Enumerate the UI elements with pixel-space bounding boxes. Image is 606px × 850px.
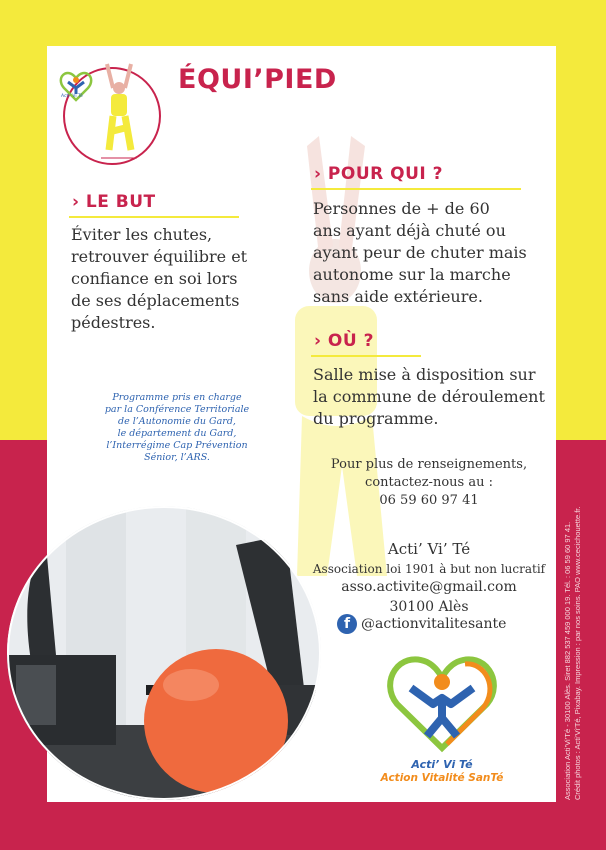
text-line: du programme. xyxy=(313,409,439,428)
text-line: sans aide extérieure. xyxy=(313,287,483,306)
phone-number[interactable]: 06 59 60 97 41 xyxy=(379,493,479,508)
text-line: confiance en soi lors xyxy=(71,269,238,288)
logo-line-1: Acti’ Vi Té xyxy=(411,758,473,771)
text-line: retrouver équilibre et xyxy=(71,247,248,266)
ou-heading: › OÙ ? xyxy=(314,331,374,351)
text-line: Personnes de + de 60 xyxy=(313,199,490,218)
info-block xyxy=(309,456,549,510)
text-line: Salle mise à disposition sur xyxy=(313,365,536,384)
pour-qui-text xyxy=(313,198,543,308)
info-line: contactez-nous au : xyxy=(365,475,493,490)
info-line: Pour plus de renseignements, xyxy=(330,457,528,472)
text-line: pédestres. xyxy=(71,313,156,332)
le-but-underline xyxy=(69,216,239,218)
logo-line-2: Action Vitalité SanTé xyxy=(380,772,504,784)
association-name: Acti’ Vi’ Té xyxy=(387,540,471,558)
facebook-handle: @actionvitalitesante xyxy=(361,616,507,632)
text-line: par la Conférence Territoriale xyxy=(104,404,250,415)
text-line: autonome sur la marche xyxy=(313,265,511,284)
city: 30100 Alès xyxy=(389,599,469,615)
association-type: Association loi 1901 à but non lucratif xyxy=(312,562,546,576)
credits-line: Association Acti’Vi’Té - 30100 Alès. Siret 882 537 459 000 19. Tél. : 06 59 60 97 41. xyxy=(563,521,572,800)
funding-note xyxy=(87,392,267,464)
credits-vertical xyxy=(563,507,583,800)
ou-text xyxy=(313,364,549,430)
text-line: Programme pris en charge xyxy=(112,392,242,403)
gym-photo xyxy=(6,505,322,801)
text-line: l’Interrégime Cap Prévention xyxy=(106,440,248,451)
credits-line: Crédit photos : Acti’Vi’Té, Pixabay. Impression : par nos soins. PAO www.cecichouette.fr. xyxy=(573,506,582,800)
page-title: ÉQUI’PIED xyxy=(178,64,337,95)
yoga-round-logo xyxy=(57,58,161,170)
pour-qui-underline xyxy=(311,188,521,190)
facebook-icon: f xyxy=(337,614,357,634)
text-line: Éviter les chutes, xyxy=(71,225,213,244)
ou-underline xyxy=(311,355,421,357)
text-line: la commune de déroulement xyxy=(313,387,545,406)
text-line: de l’Autonomie du Gard, xyxy=(118,416,236,427)
facebook-link[interactable] xyxy=(337,614,506,634)
small-logo-label: Acti’ Vi Té xyxy=(61,94,83,99)
text-line: Sénior, l’ARS. xyxy=(144,452,210,463)
heart-logo xyxy=(387,648,497,756)
pour-qui-heading: › POUR QUI ? xyxy=(314,164,444,184)
le-but-text xyxy=(71,224,271,334)
le-but-heading: › LE BUT xyxy=(72,192,156,212)
text-line: le département du Gard, xyxy=(117,428,237,439)
text-line: ans ayant déjà chuté ou xyxy=(313,221,506,240)
text-line: de ses déplacements xyxy=(71,291,240,310)
email-link[interactable]: asso.activite@gmail.com xyxy=(341,579,517,595)
text-line: ayant peur de chuter mais xyxy=(313,243,527,262)
